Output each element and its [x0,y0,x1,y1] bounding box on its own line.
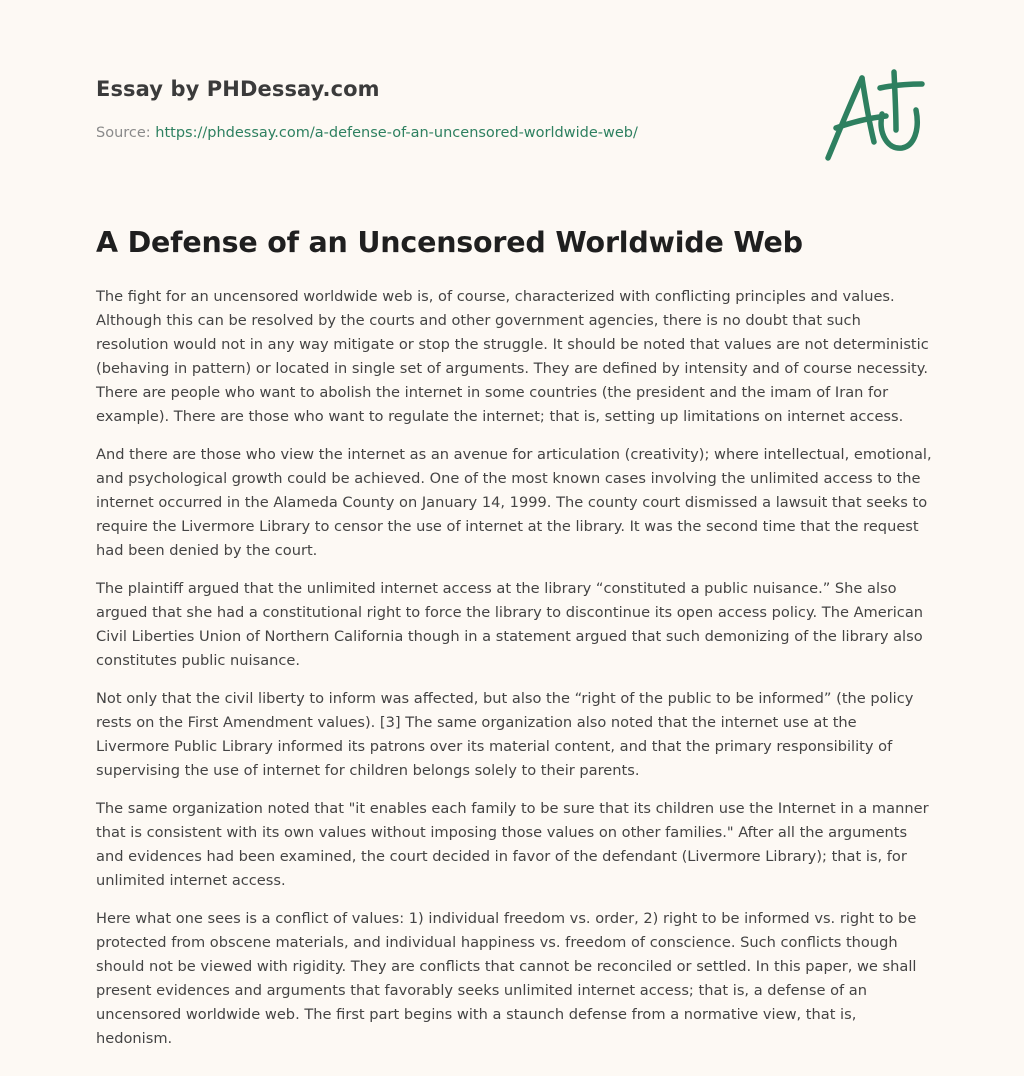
paragraph-1: The fight for an uncensored worldwide web is, of course, characterized with conflicting principles and values. Although this can be resolved by the courts and other government agencies, there is no doubt that such resolution would not in any way mitigate or stop the struggle. It should be noted that values are not deterministic (behaving in pattern) or located in single set of arguments. They are defined by intensity and of course necessity. There are people who want to abolish the internet in some countries (the president and the imam of Iran for example). There are those who want to regulate the internet; that is, setting up limitations on internet access. [96,288,929,425]
a-plus-grade-icon [818,64,930,168]
paragraph-5: The same organization noted that "it enables each family to be sure that its children use the Internet in a manner that is consistent with its own values without imposing those values on other families." After all the arguments and evidences had been examined, the court decided in favor of the defendant (Livermore Library); that is, for unlimited internet access. [96,800,929,889]
source-label: Source: [96,125,156,141]
article-body [96,285,932,1065]
source-line [96,125,638,141]
paragraph-6: Here what one sees is a conflict of values: 1) individual freedom vs. order, 2) right to be informed vs. right to be protected from obscene materials, and individual happiness vs. freedom of conscience. Such conflicts though should not be viewed with rigidity. They are conflicts that cannot be reconciled or settled. In this paper, we shall present evidences and arguments that favorably seeks unlimited internet access; that is, a defense of an uncensored worldwide web. The first part begins with a staunch defense from a normative view, that is, hedonism. [96,910,917,1047]
paragraph-2: And there are those who view the internet as an avenue for articulation (creativity); where intellectual, emotional, and psychological growth could be achieved. One of the most known cases involving the unlimited access to the internet occurred in the Alameda County on January 14, 1999. The county court dismissed a lawsuit that seeks to require the Livermore Library to censor the use of internet at the library. It was the second time that the request had been denied by the court. [96,446,932,559]
source-link[interactable]: https://phdessay.com/a-defense-of-an-uncensored-worldwide-web/ [155,125,638,141]
brand-title: Essay by PHDessay.com [96,77,380,101]
page-title: A Defense of an Uncensored Worldwide Web [96,226,803,259]
paragraph-4: Not only that the civil liberty to inform was affected, but also the “right of the public to be informed” (the policy rests on the First Amendment values). [3] The same organization also noted that the internet use at the Livermore Public Library informed its patrons over its material content, and that the primary responsibility of supervising the use of internet for children belongs solely to their parents. [96,690,914,779]
paragraph-3: The plaintiff argued that the unlimited internet access at the library “constituted a public nuisance.” She also argued that she had a constitutional right to force the library to discontinue its open access policy. The American Civil Liberties Union of Northern California though in a statement argued that such demonizing of the library also constitutes public nuisance. [96,580,924,669]
